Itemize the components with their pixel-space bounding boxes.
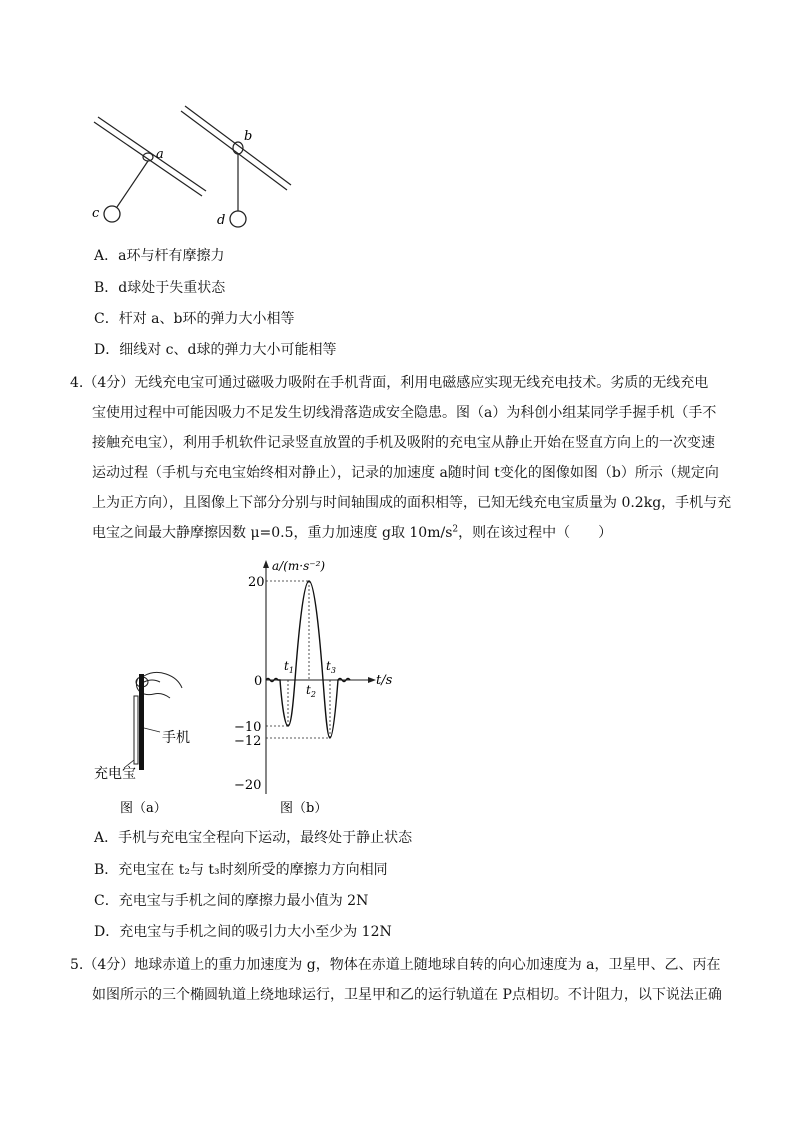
q4-number: 4. [70,375,84,391]
right-rod [181,106,291,190]
x-axis-label: t/s [376,673,393,688]
q4-score: （4分） [83,375,135,391]
bank-label: 充电宝 [94,766,136,782]
tick-m10: −10 [234,720,262,735]
label-b: b [244,129,253,144]
q3-option-c[interactable]: C．杆对 a、b环的弹力大小相等 [94,311,295,327]
label-a: a [156,147,164,162]
q4-line-6 [70,518,722,548]
q5-number: 5. [70,957,84,973]
tick-20: 20 [248,575,265,590]
tick-m12: −12 [234,734,262,749]
q4-last-pre: 电宝之间最大静摩擦因数 μ=0.5，重力加速度 g取 10m/s [92,525,453,541]
figure-a-caption: 图（a） [120,801,167,816]
y-axis-arrow [263,560,269,568]
power-bank [134,696,138,764]
t1-label: $t_1$ [284,659,294,675]
string-c [117,161,148,207]
q4-option-b[interactable]: B．充电宝在 t₂与 t₃时刻所受的摩擦力方向相同 [94,862,388,878]
q4-line-3: 接触充电宝），利用手机软件记录竖直放置的手机及吸附的充电宝从静止开始在竖直方向上的一次变速 [92,435,715,451]
left-rod [94,117,206,196]
q4-last-sup: 2 [452,524,459,535]
q4-line-5: 上为正方向），且图像上下部分分别与时间轴围成的面积相等，已知无线充电宝质量为 0.2kg，手机与充 [92,495,732,511]
q4-option-a[interactable]: A．手机与充电宝全程向下运动，最终处于静止状态 [94,830,413,846]
q4-option-d[interactable]: D．充电宝与手机之间的吸引力大小至少为 12N [94,924,392,940]
q4-text-1: 无线充电宝可通过磁吸力吸附在手机背面，利用电磁感应实现无线充电技术。劣质的无线充电 [134,375,709,391]
guide-lines [266,581,330,738]
tick-0: 0 [254,674,263,689]
figure-b-caption: 图（b） [280,801,328,816]
acceleration-curve [266,581,350,738]
q5-stem [70,950,722,1010]
y-axis-label: a/(m·s⁻²) [272,559,326,573]
q5-line-2: 如图所示的三个椭圆轨道上绕地球运行，卫星甲和乙的运行轨道在 P点相切。不计阻力，以下说法正确 [92,987,722,1003]
ball-c [104,206,120,222]
t3-label: $t_3$ [326,659,336,675]
q5-text-1: 地球赤道上的重力加速度为 g，物体在赤道上随地球自转的向心加速度为 a，卫星甲、乙、丙在 [134,957,721,973]
q4-stem [70,368,732,548]
ball-d [230,211,246,227]
label-c: c [92,206,100,221]
q4-line-1 [70,368,722,398]
q3-option-b[interactable]: B．d球处于失重状态 [94,280,226,296]
q3-option-a[interactable]: A．a环与杆有摩擦力 [94,248,225,264]
rings-on-rods-figure [84,100,304,232]
q5-score: （4分） [83,957,135,973]
figure-a [86,660,206,820]
phone-pointer [144,728,160,732]
q4-option-c[interactable]: C．充电宝与手机之间的摩擦力最小值为 2N [94,893,369,909]
t2-label: $t_2$ [306,683,316,699]
q3-option-d[interactable]: D．细线对 c、d球的弹力大小可能相等 [94,342,337,358]
phone-body [139,674,144,770]
label-d: d [217,213,226,228]
tick-m20: −20 [234,778,262,793]
q5-line-1 [70,950,722,980]
q4-line-2: 宝使用过程中可能因吸力不足发生切线滑落造成安全隐患。图（a）为科创小组某同学手握手机（手不 [92,405,717,421]
figure-b-chart [226,556,416,822]
phone-label: 手机 [162,730,190,746]
q4-last-post: ，则在该过程中（ ） [458,525,613,541]
x-axis-arrow [368,677,376,683]
q4-line-4: 运动过程（手机与充电宝始终相对静止），记录的加速度 a随时间 t变化的图像如图（b）所示（规定向 [92,465,719,481]
